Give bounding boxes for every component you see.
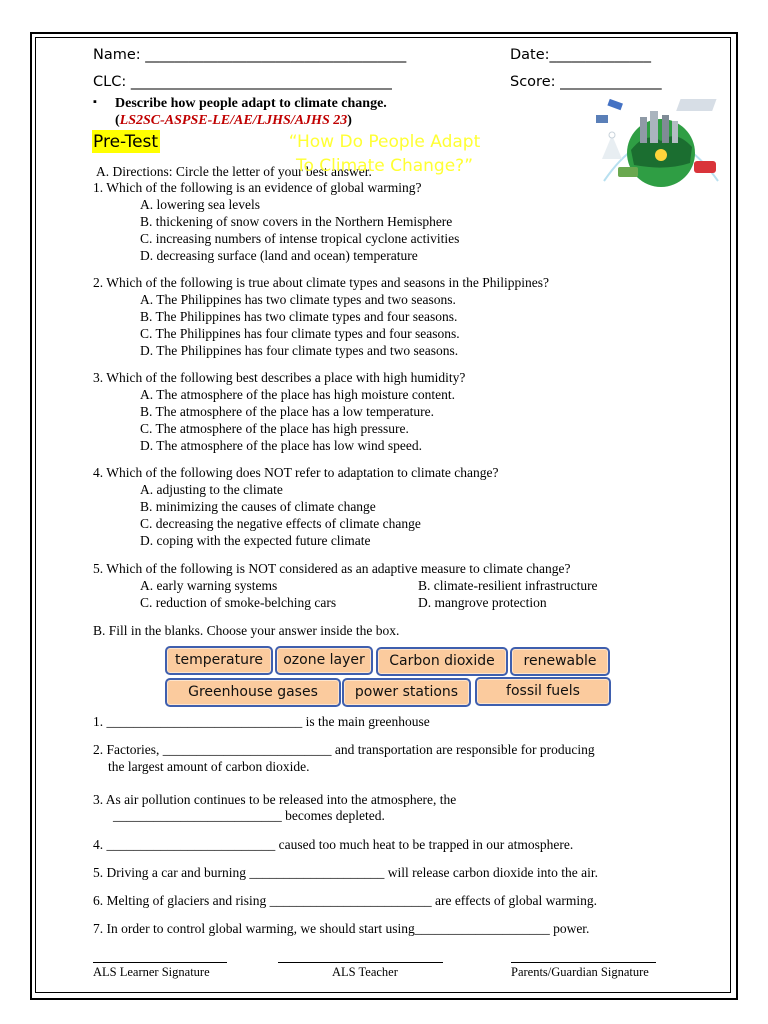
choice-power-stations: power stations: [342, 678, 471, 707]
question-5-option-a: A. early warning systems: [140, 578, 278, 593]
teacher-signature-line: [278, 962, 443, 963]
learner-signature-label: ALS Learner Signature: [93, 965, 210, 979]
question-4: 4. Which of the following does NOT refer to adaptation to climate change?: [93, 465, 499, 480]
objective-text: Describe how people adapt to climate change.: [115, 96, 387, 111]
fill-blank-3-cont: _________________________ becomes depleted.: [113, 808, 385, 823]
question-3-option-a: A. The atmosphere of the place has high moisture content.: [140, 387, 456, 402]
section-b-directions: B. Fill in the blanks. Choose your answer inside the box.: [93, 623, 400, 638]
section-a-directions: A. Directions: Circle the letter of your best answer.: [96, 164, 372, 179]
fill-blank-2-cont: the largest amount of carbon dioxide.: [108, 759, 310, 774]
learner-signature-line: [93, 962, 227, 963]
question-2: 2. Which of the following is true about climate types and seasons in the Philippines?: [93, 275, 550, 290]
question-1-option-c: C. increasing numbers of intense tropical cyclone activities: [140, 231, 460, 246]
choice-temperature: temperature: [165, 646, 273, 675]
question-1-option-d: D. decreasing surface (land and ocean) temperature: [140, 248, 418, 263]
fill-blank-5: 5. Driving a car and burning ____________________ will release carbon dioxide into the air.: [93, 865, 599, 880]
question-5-option-d: D. mangrove protection: [418, 595, 547, 610]
climate-illustration-icon: [596, 95, 726, 190]
fill-blank-4: 4. _________________________ caused too much heat to be trapped in our atmosphere.: [93, 837, 574, 852]
question-2-option-b: B. The Philippines has two climate types and four seasons.: [140, 309, 458, 324]
score-field: Score: ______________: [510, 74, 662, 90]
question-3-option-b: B. The atmosphere of the place has a low temperature.: [140, 404, 435, 419]
question-4-option-a: A. adjusting to the climate: [140, 482, 283, 497]
fill-blank-3: 3. As air pollution continues to be released into the atmosphere, the: [93, 792, 457, 807]
question-4-option-c: C. decreasing the negative effects of climate change: [140, 516, 421, 531]
choice-renewable: renewable: [510, 647, 610, 676]
question-5: 5. Which of the following is NOT considered as an adaptive measure to climate change?: [93, 561, 571, 576]
question-3-option-c: C. The atmosphere of the place has high pressure.: [140, 421, 409, 436]
fill-blank-2: 2. Factories, _________________________ and transportation are responsible for producing: [93, 742, 595, 757]
worksheet-title-overlay: “How Do People Adapt To Climate Change?”: [288, 132, 481, 176]
choice-carbon-dioxide: Carbon dioxide: [376, 647, 508, 676]
fill-blank-7: 7. In order to control global warming, we should start using____________________ power.: [93, 921, 590, 936]
name-field: Name: ____________________________________: [93, 47, 407, 63]
question-4-option-b: B. minimizing the causes of climate change: [140, 499, 376, 514]
competency-code-text: LS2SC-ASPSE-LE/AE/LJHS/AJHS 23: [119, 113, 348, 128]
clc-field: CLC: ____________________________________: [93, 74, 392, 90]
fill-blank-6: 6. Melting of glaciers and rising ________________________ are effects of global warming.: [93, 893, 598, 908]
choice-greenhouse-gases: Greenhouse gases: [165, 678, 341, 707]
choice-ozone-layer: ozone layer: [275, 646, 373, 675]
question-2-option-d: D. The Philippines has four climate types and two seasons.: [140, 343, 459, 358]
guardian-signature-line: [511, 962, 656, 963]
question-1-option-b: B. thickening of snow covers in the Northern Hemisphere: [140, 214, 453, 229]
question-1-option-a: A. lowering sea levels: [140, 197, 260, 212]
question-4-option-d: D. coping with the expected future climate: [140, 533, 371, 548]
question-3-option-d: D. The atmosphere of the place has low wind speed.: [140, 438, 423, 453]
question-5-option-c: C. reduction of smoke-belching cars: [140, 595, 337, 610]
question-5-option-b: B. climate-resilient infrastructure: [418, 578, 598, 593]
question-2-option-a: A. The Philippines has two climate types and two seasons.: [140, 292, 456, 307]
fill-blank-1: 1. _____________________________ is the main greenhouse: [93, 714, 430, 729]
question-2-option-c: C. The Philippines has four climate types and four seasons.: [140, 326, 460, 341]
question-3: 3. Which of the following best describes a place with high humidity?: [93, 370, 466, 385]
competency-code: (LS2SC-ASPSE-LE/AE/LJHS/AJHS 23): [115, 113, 352, 128]
guardian-signature-label: Parents/Guardian Signature: [511, 965, 649, 979]
teacher-signature-label: ALS Teacher: [332, 965, 398, 979]
date-field: Date:______________: [510, 47, 652, 63]
choice-fossil-fuels: fossil fuels: [475, 677, 611, 706]
objective-bullet-icon: ▪: [93, 96, 97, 108]
pretest-label: Pre-Test: [93, 132, 159, 152]
question-1: 1. Which of the following is an evidence of global warming?: [93, 180, 422, 195]
